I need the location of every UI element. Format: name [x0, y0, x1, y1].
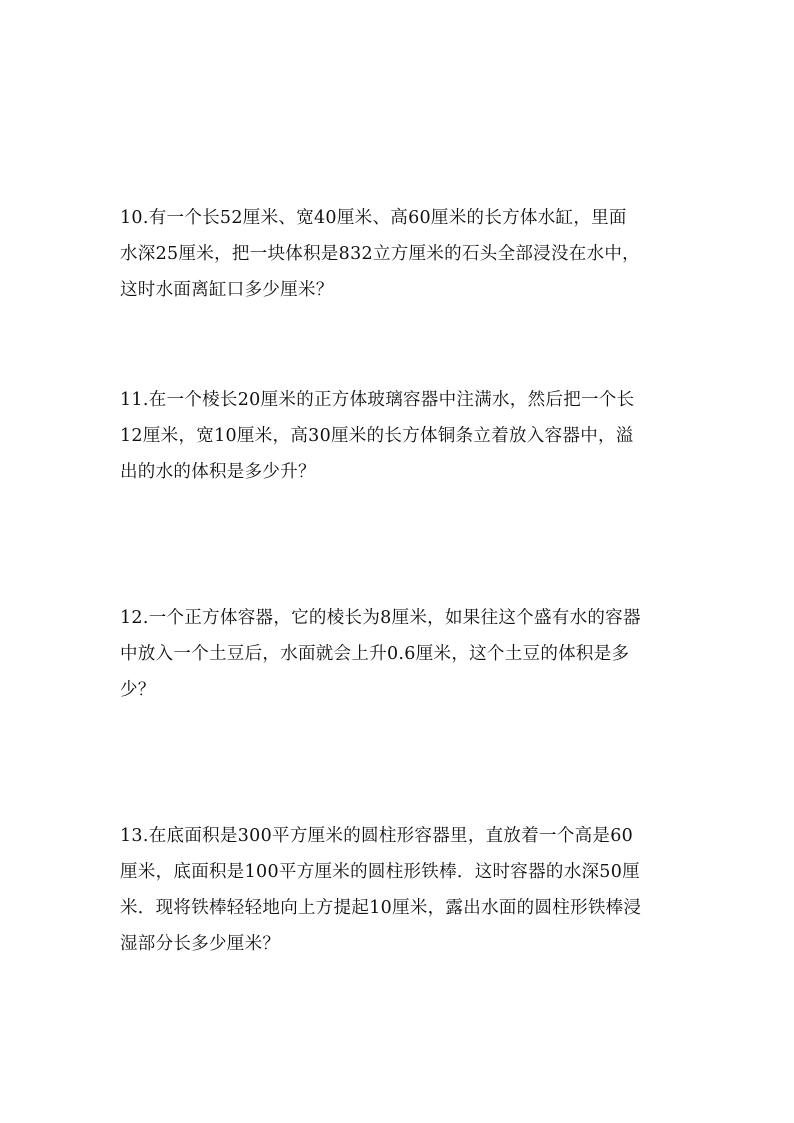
question-10-line-2: 水深25厘米，把一块体积是832立方厘米的石头全部浸没在水中，: [120, 244, 640, 264]
question-11-line-2: 12厘米，宽10厘米，高30厘米的长方体铜条立着放入容器中，溢: [120, 426, 634, 446]
question-10-line-3: 这时水面离缸口多少厘米？: [120, 280, 334, 300]
question-12-line-1: 12.一个正方体容器，它的棱长为8厘米，如果往这个盛有水的容器: [120, 608, 641, 628]
question-12-line-3: 少？: [120, 680, 156, 700]
question-11-line-1: 11.在一个棱长20厘米的正方体玻璃容器中注满水，然后把一个长: [120, 390, 635, 410]
question-10: [120, 200, 680, 308]
question-11-line-3: 出的水的体积是多少升？: [120, 462, 316, 482]
question-12-line-2: 中放入一个土豆后，水面就会上升0.6厘米，这个土豆的体积是多: [120, 644, 630, 664]
question-13: [120, 818, 680, 962]
question-10-line-1: 10.有一个长52厘米、宽40厘米、高60厘米的长方体水缸，里面: [120, 208, 627, 228]
question-13-line-2: 厘米，底面积是100平方厘米的圆柱形铁棒．这时容器的水深50厘: [120, 862, 640, 882]
question-13-line-1: 13.在底面积是300平方厘米的圆柱形容器里，直放着一个高是60: [120, 826, 634, 846]
question-11: [120, 382, 680, 490]
question-13-line-3: 米．现将铁棒轻轻地向上方提起10厘米，露出水面的圆柱形铁棒浸: [120, 898, 642, 918]
question-12: [120, 600, 680, 708]
question-13-line-4: 湿部分长多少厘米？: [120, 934, 281, 954]
